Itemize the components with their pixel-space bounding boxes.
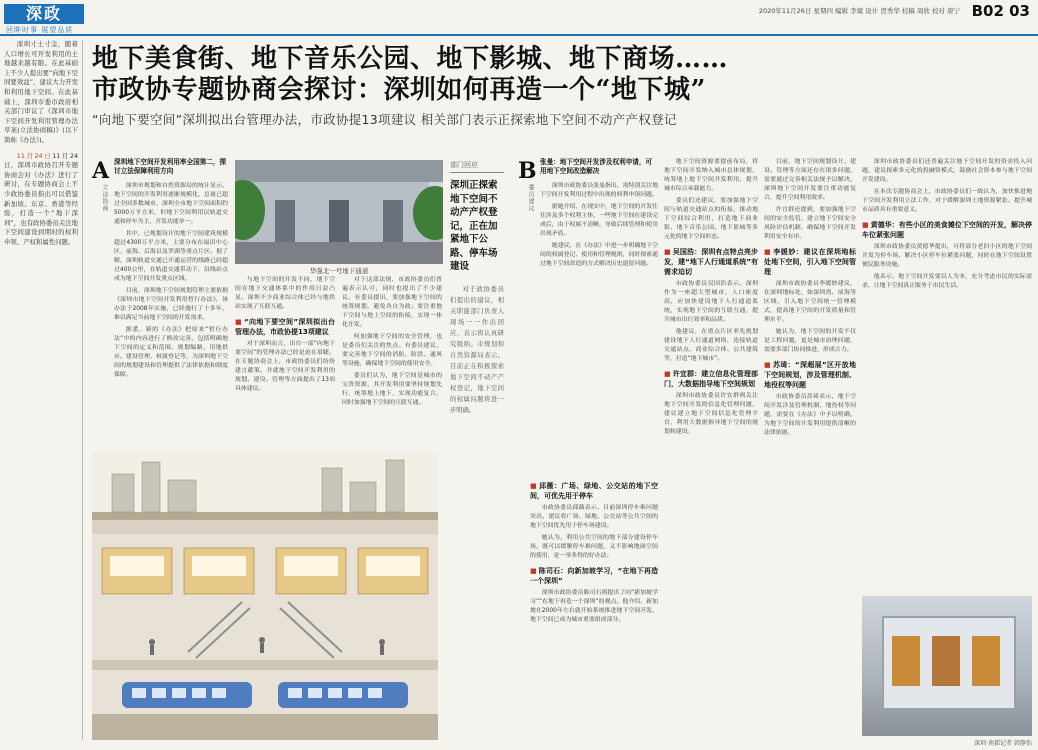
bullet-icon: ■ — [235, 318, 243, 326]
issue-info: 2020年11月26日 星期四 编辑 李斌 设计 贺秀华 校稿 周欣 校对 唐宁 — [758, 7, 960, 15]
article-paragraph: 地下空间资源要提前布局，将地下空间开发纳入城市总体规划，统筹地上地下空间开发利用，提升城市综合承载能力。 — [664, 159, 758, 192]
article-paragraph: 深圳市政协委员许宜群则关注地下空间开发的信息化管理问题，建议建立地下空间信息化管理平台，利用大数据指导地下空间的规划和建设。 — [664, 393, 758, 435]
article-paragraph: 深圳市政协委员陈司石则提出了向“新加坡学习”“在地下再造一个深圳”的观点。他介绍，新加坡在2000年左右就开始系统推进地下空间开发，地下空间已成为城市重要组成部分。 — [530, 590, 658, 623]
headline-line-2: 市政协专题协商会探讨：深圳如何再造一个“地下城” — [92, 75, 706, 105]
article-paragraph: 深圳市政协委员黄德华提出，可将部分老旧小区的地下空间开发为停车场，解决小区停车位紧张问题，同时在地下空间设置便民服务设施。 — [862, 244, 1032, 268]
article-paragraph: 据她介绍，在现实中，地下空间的开发往往涉及多个权利主体，一些地下空间在建设完成后，由于权属不清晰，导致后续管理和使用出现矛盾。 — [540, 204, 658, 237]
subheadline: “向地下要空间”深圳拟出台管理办法，市政协提13项建议 相关部门表示正探索地下空间不动产产权登记 — [92, 112, 677, 127]
article-paragraph: 目前，地下空间规划设计、建设、管理等方面还存在诸多问题，需要通过完善相关法规予以解决。深圳地下空间开发要注重功能复合，提升空间利用效率。 — [764, 159, 856, 201]
article-paragraph: 市政协委员邱薇表示，目前深圳停车难问题突出，建议将广场、绿地、公交站等公共空间的地下空间优先用于停车场建设。 — [530, 505, 658, 529]
article-paragraph: 在本次专题协商会上，市政协委员们一致认为，加快推进地下空间开发利用立法工作，对于缓解深圳土地资源紧张、提升城市品质具有重要意义。 — [862, 189, 1032, 213]
column-c-subtitle: ■ 许宜群：建立信息化管理部门，大数据指导地下空间规划 — [664, 370, 758, 388]
article-paragraph: 许宜群还提到，要加强地下空间的安全监管，建立地下空间安全风险评估机制，确保地下空间开发利用安全有序。 — [764, 207, 856, 240]
article-paragraph: 对于这部法规，市政协委员们普遍表示认可，同时也提出了不少建议。有委员提出，要加强地下空间的统筹规划，避免各自为政；要注重地下空间与地上空间的衔接，实现一体化开发。 — [342, 277, 442, 328]
column-c — [664, 158, 758, 738]
photo-credit: 深圳·南都记者 韩静怡 — [974, 740, 1032, 747]
section-b-column-1 — [540, 182, 658, 470]
article-paragraph: 她认为，地下空间的开发不仅是工程问题，更是城市治理问题，需要多部门协同推进，形成合力。 — [764, 329, 856, 353]
section-b-column-2 — [530, 476, 658, 738]
section-b-subtitle: ■ 陈司石：向新加坡学习，“在地下再造一个深圳” — [530, 567, 658, 585]
article-paragraph: 她建议，在《办法》中进一步明确地下空间的权属登记、使用和管理规则，同时探索通过地下空间改造的方式解决历史遗留问题。 — [540, 243, 658, 267]
article-paragraph: 深圳市政协委员李媛妙建议，在深圳地标处，如深圳湾、前海等区域，引入地下空间统一管理模式，提高地下空间的开发质量和管理水平。 — [764, 281, 856, 323]
intro-paragraph — [4, 152, 78, 248]
section-a-lead-title: 深圳地下空间开发利用率全国第二，探讨立法保障利用方向 — [114, 158, 227, 176]
bullet-icon: ■ — [764, 248, 772, 256]
article-paragraph: 对于深圳而言，出台一部“向地下要空间”的管理办法已经是迫在眉睫。在专题协商会上，市政协委员们纷纷建言献策，并就地下空间开发利用的规划、建设、管理等方面提出了13项具体建议。 — [235, 341, 335, 392]
intro-paragraph: 深圳寸土寸金，随着人口增长可开发利用的土地越来越有限。在此基础上不少人提出要“向地下空间要效益”，建议大力开发和利用地下空间。在此基础上，深圳市委市政府相关部门审议了《深圳市地下空间开发利用管理办法草案(立法协商稿)》(以下简称《办法》)。 — [4, 40, 78, 144]
section-b-subtitle: ■ 邱薇：广场、绿地、公交站的地下空间，可优先用于停车 — [530, 482, 658, 500]
article-paragraph: 深圳市政协委员张曼指出，需特别关注地下空间开发利用过程中出现的权利申领问题。 — [540, 183, 658, 198]
bullet-icon: ■ — [530, 482, 538, 490]
department-body: 对于政协委员们提出的建议，相关职能部门负责人现场一一作出回应，表示将认真研究吸纳。市规划和自然资源局表示，目前正在积极探索地下空间不动产产权登记，地下空间的权属问题将进一步明确。 — [450, 285, 504, 414]
headline-line-1: 地下美食街、地下音乐公园、地下影城、地下商场…… — [92, 44, 729, 74]
article-paragraph: 市政协委员吴国浩表示，深圳作为一座超大型城市，人口密度高，应加快建设地下人行通道系统，实现地下空间的互联互通，提升城市出行效率和品质。 — [664, 281, 758, 323]
section-a-letter: A — [92, 158, 110, 184]
department-response-box — [450, 160, 504, 416]
underground-city-illustration — [92, 452, 438, 740]
article-paragraph: 据悉，新的《办法》把原来“暂行办法”中的内容进行了修改完善，包括明确地下空间的定义和范围、规划编制、用地供应、建设管理、权属登记等，为深圳地下空间的规划建设和管理提供了法律依据和制度保障。 — [114, 327, 228, 378]
article-paragraph: 与地下空间的开发不同，地下空间在地下交通体系中的作用日益凸显。深圳不少商业综合体已经与地铁站实现了互联互通。 — [235, 277, 335, 310]
headline-block — [92, 44, 1032, 128]
article-paragraph: 市政协委员苏琦表示，地下空间开发涉及管理机制、地役权等问题，需要在《办法》中予以明确，为地下空间的开发利用提供清晰的法律依据。 — [764, 394, 856, 436]
section-a-column-3 — [342, 276, 442, 450]
article-paragraph: 深圳市规划和自然资源局的统计显示，地下空间的开发利用逐渐规模化，总量已超过全国多数城市，深圳全市地下空间面积约5000万平方米，但地下空间利用以轨道交通和停车为主，开发功能单一。 — [114, 183, 228, 225]
photo-caption: 华强北一号地下通道 — [309, 267, 369, 275]
article-paragraph: 何加强地下空间的安全管理，也是委员们关注的焦点。有委员建议，要完善地下空间的消防、防洪、通风等设施，确保地下空间的使用安全。 — [342, 334, 442, 367]
bullet-icon: ■ — [764, 361, 771, 369]
section-a-column-2 — [235, 276, 335, 450]
underground-passage-photo — [235, 160, 443, 264]
bullet-icon: ■ — [530, 567, 537, 575]
article-paragraph: 委员们还建议，要加强地下空间与轨道交通站点的衔接，推动地下空间综合利用，打造地下商业街、地下音乐公园、地下影城等多元化的地下空间形态。 — [664, 198, 758, 240]
section-a-column-1 — [114, 182, 228, 450]
masthead — [0, 0, 1038, 36]
article-paragraph: 深圳市政协委员们还普遍关注地下空间开发的资金投入问题，建议探索多元化的投融资模式，鼓励社会资本参与地下空间开发建设。 — [862, 159, 1032, 183]
column-d — [764, 158, 856, 738]
article-paragraph: 她认为，利用公共空间的地下部分建设停车场，既可以缓解停车难问题，又不影响地面空间的使用，是一举多得的好办法。 — [530, 535, 658, 559]
column-c-subtitle: ■ 吴国浩：深圳有点特点亮步发，建“地下人行通道系统”有需求迫切 — [664, 248, 758, 276]
section-b-lead-title: 张曼：地下空间开发涉及权利申请，可用地下空间改造解决 — [540, 158, 653, 176]
section-slogan: 回眸时事 展望品质 — [6, 26, 74, 34]
column-e — [862, 158, 1032, 590]
section-b-byline: 委员建议 — [527, 184, 534, 212]
column-d-subtitle: ■ 李媛妙：建议在深圳地标处地下空间，引入地下空间管理 — [764, 248, 856, 276]
article-paragraph: 他建议，在重点片区率先规划建设地下人行通道网络，连接轨道交通站点、商业综合体、公共建筑等，打造“地下城市”。 — [664, 329, 758, 362]
department-label: 部门回应 — [450, 160, 504, 173]
page-number: B02 03 — [971, 2, 1030, 20]
section-a-byline: 立法协商 — [101, 184, 108, 212]
article-paragraph: 目前，深圳地下空间规划管理主要依据《深圳市地下空间开发利用暂行办法》，该办法于2008年实施，已经施行了十多年，难以满足当前地下空间的开发需求。 — [114, 288, 228, 321]
column-d-subtitle: ■ 苏琦：“深超展”区开放地下空间规划，涉及管理机制、地役权等问题 — [764, 361, 856, 389]
article-paragraph: 其中，已规划设计的地下空间建筑规模超过4300万平方米，主要分布在福田中心区、前海、后海以及罗湖等重点片区。据了解，深圳轨道交通已开通运营的线路已经超过400公里，在轨道交通带动下，沿线站点成为地下空间开发重点区域。 — [114, 231, 228, 282]
underground-mall-photo — [862, 596, 1032, 736]
section-b-letter: B — [518, 158, 537, 184]
column-e-subtitle: ■ 黄德华：有些小区的美食摊位下空间的开发，解决停车位紧张问题 — [862, 221, 1032, 239]
bullet-icon: ■ — [664, 248, 671, 256]
department-title: 深圳正探索地下空间不动产产权登记，正在加紧地下公路、停车场建设 — [450, 180, 498, 272]
section-a-subtitle: ■ “向地下要空间”深圳拟出台管理办法，市政协提13项建议 — [235, 318, 335, 336]
intro-sidebar — [4, 40, 83, 740]
section-brand: 深政 — [4, 4, 84, 24]
bullet-icon: ■ — [862, 221, 869, 229]
intro-date: 11月24日 — [16, 151, 53, 160]
bullet-icon: ■ — [664, 370, 671, 378]
article-paragraph: 委员们认为，地下空间是城市的宝贵资源，其开发利用要坚持规划先行，统筹地上地下，实现功能复合，同时加强地下空间的互联互通。 — [342, 373, 442, 406]
article-paragraph: 他表示，地下空间开发要以人为本，充分考虑市民的实际需求，让地下空间真正服务于市民生活。 — [862, 274, 1032, 289]
intro-paragraph-body: 11月24日，深圳市政协召开专题协商会对《办法》进行了研讨，在专题协商会上不少政协委员指出可以借鉴新加坡、东京、香港等经验，打造一个“地下深圳”，也有政协委员关注地下空间建设到期时的权利申领、产权和属性问题。 — [4, 151, 79, 246]
